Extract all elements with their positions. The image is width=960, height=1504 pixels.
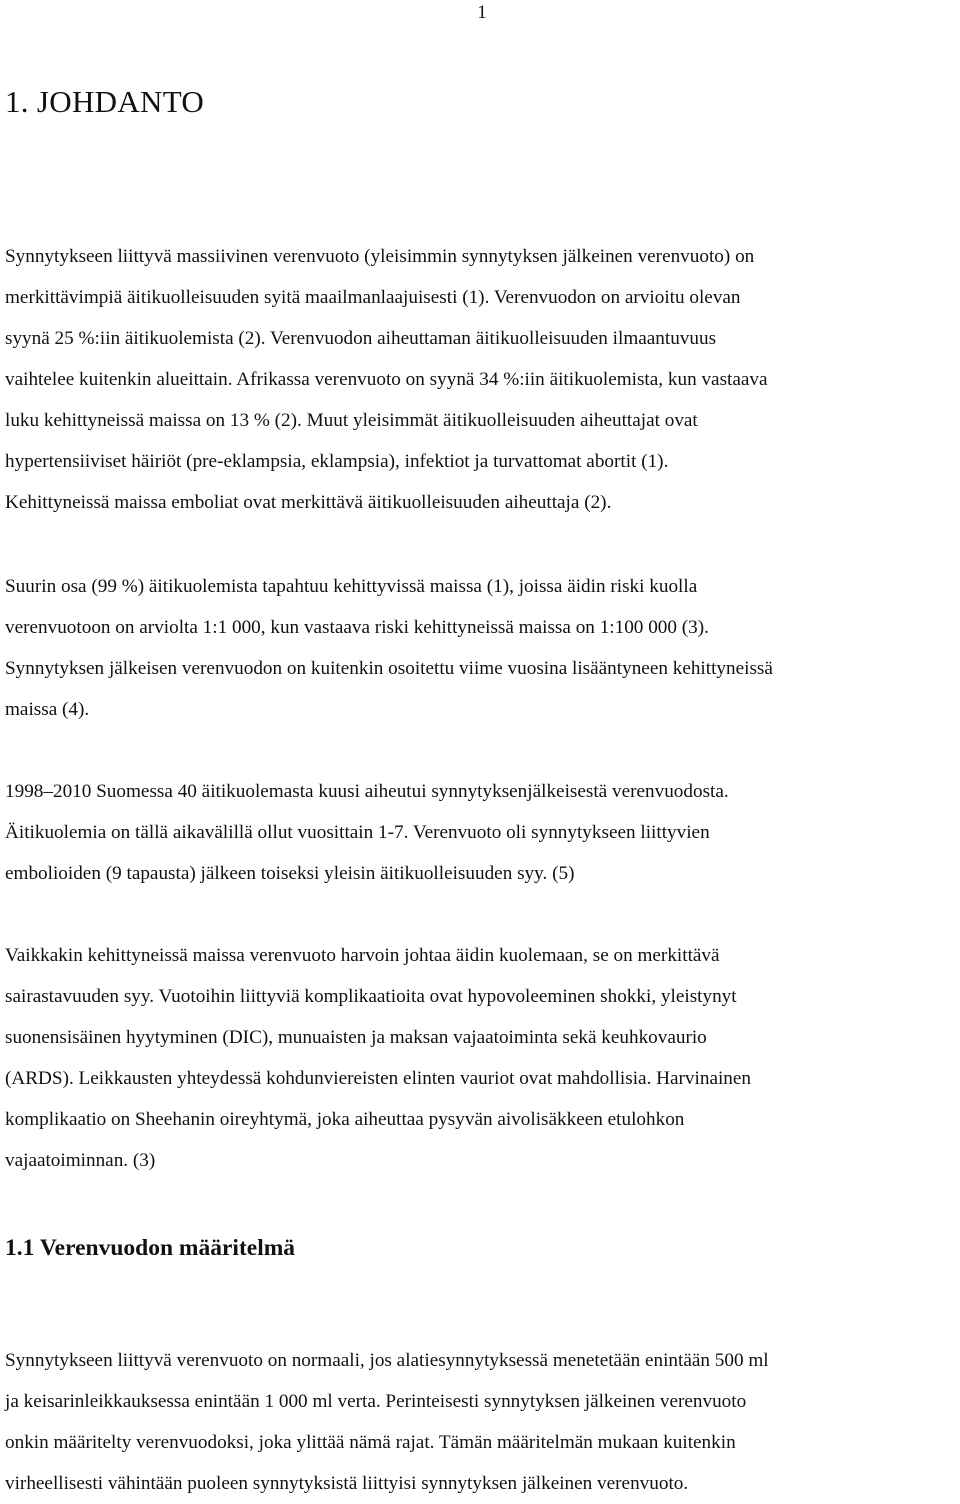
text-line: luku kehittyneissä maissa on 13 % (2). Muut yleisimmät äitikuolleisuuden aiheuttajat ovat [5,410,698,431]
text-line: Äitikuolemia on tällä aikavälillä ollut vuosittain 1-7. Verenvuoto oli synnytykseen liittyvien [5,822,710,843]
text-line: Synnytyksen jälkeisen verenvuodon on kuitenkin osoitettu viime vuosina lisääntyneen kehittyneissä [5,658,773,679]
text-line: verenvuotoon on arviolta 1:1 000, kun vastaava riski kehittyneissä maissa on 1:100 000 (3). [5,617,709,638]
paragraph-developing-countries [5,566,957,730]
text-line: merkittävimpiä äitikuolleisuuden syitä maailmanlaajuisesti (1). Verenvuodon on arvioitu olevan [5,287,741,308]
chapter-title: 1. JOHDANTO [5,84,205,119]
page-number: 1 [477,2,487,23]
text-line: Suurin osa (99 %) äitikuolemista tapahtuu kehittyvissä maissa (1), joissa äidin riski kuolla [5,576,698,597]
text-line: ja keisarinleikkauksessa enintään 1 000 ml verta. Perinteisesti synnytyksen jälkeinen verenvuoto [5,1391,747,1412]
text-line: Synnytykseen liittyvä massiivinen verenvuoto (yleisimmin synnytyksen jälkeinen verenvuoto) on [5,246,755,267]
text-line: Kehittyneissä maissa emboliat ovat merkittävä äitikuolleisuuden aiheuttaja (2). [5,492,612,513]
text-line: sairastavuuden syy. Vuotoihin liittyviä komplikaatioita ovat hypovoleeminen shokki, yleistynyt [5,986,737,1007]
paragraph-complications [5,935,957,1181]
text-line: Synnytykseen liittyvä verenvuoto on normaali, jos alatiesynnytyksessä menetetään enintään 500 ml [5,1350,769,1371]
section-title: 1.1 Verenvuodon määritelmä [5,1235,296,1261]
text-line: virheellisesti vähintään puoleen synnytyksistä liittyisi synnytyksen jälkeinen verenvuoto. [5,1473,689,1494]
text-line: (ARDS). Leikkausten yhteydessä kohdunviereisten elinten vauriot ovat mahdollisia. Harvinainen [5,1068,751,1089]
text-line: vajaatoiminnan. (3) [5,1150,156,1171]
text-line: vaihtelee kuitenkin alueittain. Afrikassa verenvuoto on syynä 34 %:iin äitikuolemista, kun vastaava [5,369,768,390]
paragraph-finland-statistics [5,771,957,894]
text-line: komplikaatio on Sheehanin oireyhtymä, joka aiheuttaa pysyvän aivolisäkkeen etulohkon [5,1109,685,1130]
text-line: onkin määritelty verenvuodoksi, joka ylittää nämä rajat. Tämän määritelmän mukaan kuitenkin [5,1432,736,1453]
text-line: suonensisäinen hyytyminen (DIC), munuaisten ja maksan vajaatoiminta sekä keuhkovaurio [5,1027,707,1048]
text-line: syynä 25 %:iin äitikuolemista (2). Verenvuodon aiheuttaman äitikuolleisuuden ilmaantuvuus [5,328,717,349]
text-line: hypertensiiviset häiriöt (pre-eklampsia, eklampsia), infektiot ja turvattomat abortit (1). [5,451,669,472]
text-line: 1998–2010 Suomessa 40 äitikuolemasta kuusi aiheutui synnytyksenjälkeisestä verenvuodosta. [5,781,729,802]
text-line: embolioiden (9 tapausta) jälkeen toiseksi yleisin äitikuolleisuuden syy. (5) [5,863,575,884]
paragraph-global-maternal-mortality [5,236,957,523]
paragraph-definition [5,1340,957,1504]
text-line: Vaikkakin kehittyneissä maissa verenvuoto harvoin johtaa äidin kuolemaan, se on merkittävä [5,945,720,966]
text-line: maissa (4). [5,699,90,720]
